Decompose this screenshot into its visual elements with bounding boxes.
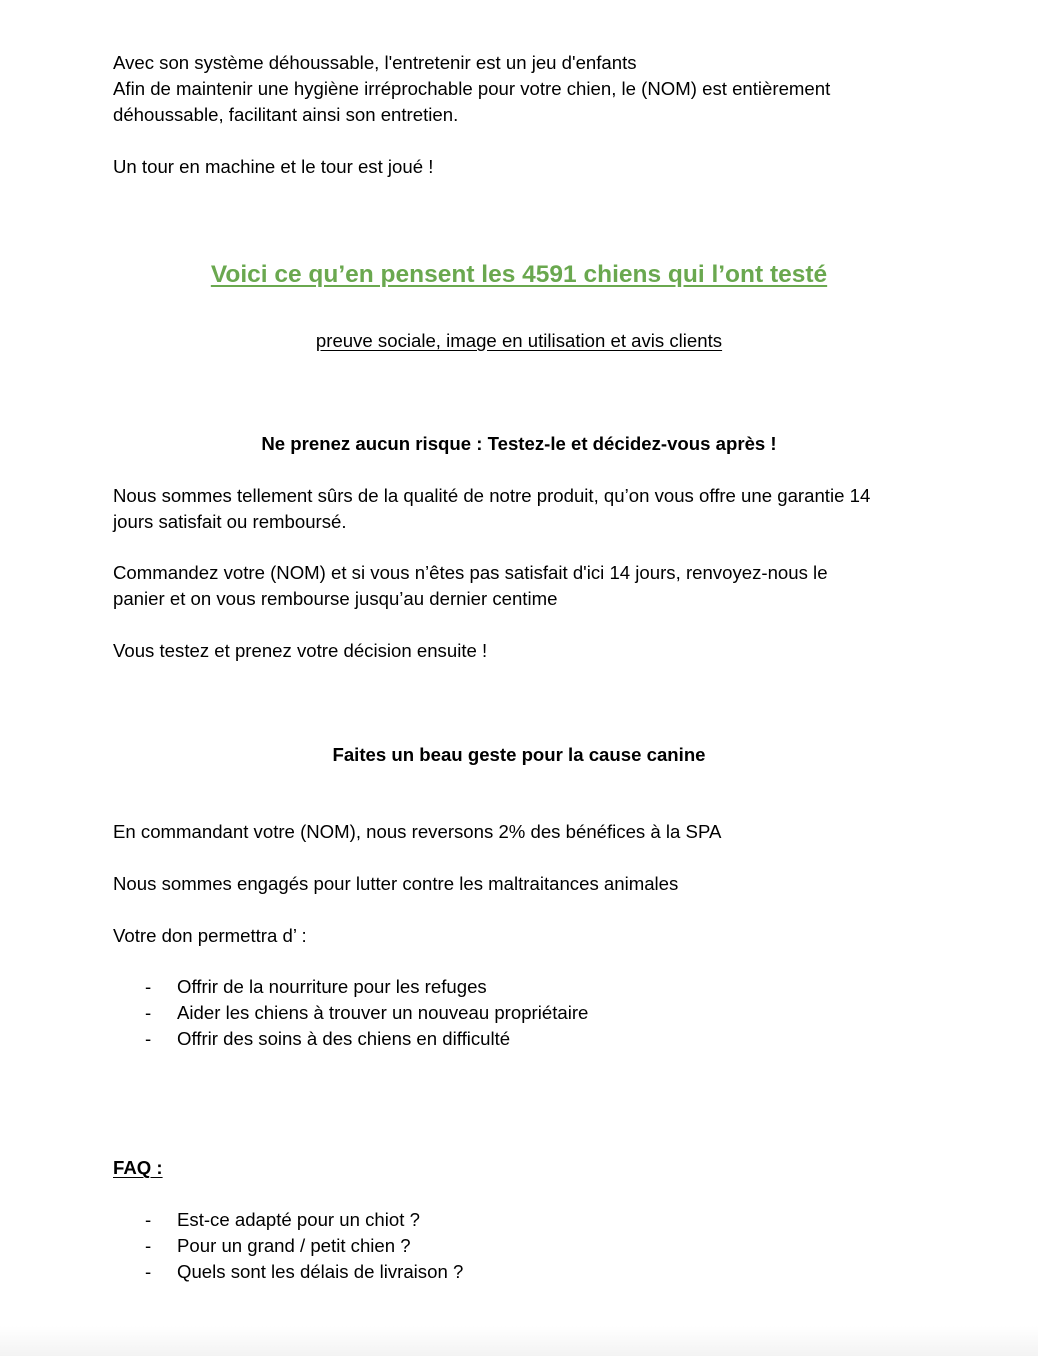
intro-line-2: Afin de maintenir une hygiène irréprochable pour votre chien, le (NOM) est entièrement [113, 78, 831, 99]
faq-item-text: Pour un grand / petit chien ? [177, 1235, 411, 1256]
social-proof-title: Voici ce qu’en pensent les 4591 chiens qui l’ont testé [210, 261, 828, 288]
faq-label: FAQ : [113, 1157, 163, 1178]
intro-line-4: Un tour en machine et le tour est joué ! [113, 156, 434, 177]
page-bottom-edge [0, 1326, 1038, 1356]
intro-line-3: déhoussable, facilitant ainsi son entretien. [113, 104, 459, 125]
bullet-marker: - [145, 1261, 152, 1282]
bullet-marker: - [145, 1002, 152, 1023]
faq-item-text: Est-ce adapté pour un chiot ? [177, 1209, 420, 1230]
list-item-text: Offrir de la nourriture pour les refuges [177, 976, 487, 997]
social-proof-subtitle: preuve sociale, image en utilisation et avis clients [315, 330, 723, 351]
faq-item-text: Quels sont les délais de livraison ? [177, 1261, 464, 1282]
bullet-marker: - [145, 1235, 152, 1256]
guarantee-heading: Ne prenez aucun risque : Testez-le et décidez-vous après ! [261, 433, 777, 454]
cause-heading: Faites un beau geste pour la cause canine [332, 744, 706, 765]
guarantee-p1-line1: Nous sommes tellement sûrs de la qualité de notre produit, qu’on vous offre une garantie 14 [113, 485, 871, 506]
guarantee-p2-line2: panier et on vous rembourse jusqu’au dernier centime [113, 588, 558, 609]
bullet-marker: - [145, 1028, 152, 1049]
cause-p1: En commandant votre (NOM), nous reversons 2% des bénéfices à la SPA [113, 821, 722, 842]
bullet-marker: - [145, 976, 152, 997]
guarantee-p2-line1: Commandez votre (NOM) et si vous n’êtes pas satisfait d'ici 14 jours, renvoyez-nous le [113, 562, 828, 583]
cause-p2: Nous sommes engagés pour lutter contre les maltraitances animales [113, 873, 679, 894]
guarantee-p1-line2: jours satisfait ou remboursé. [113, 511, 347, 532]
cause-p3: Votre don permettra d’ : [113, 925, 307, 946]
bullet-marker: - [145, 1209, 152, 1230]
list-item-text: Offrir des soins à des chiens en difficulté [177, 1028, 511, 1049]
list-item-text: Aider les chiens à trouver un nouveau propriétaire [177, 1002, 589, 1023]
guarantee-p3: Vous testez et prenez votre décision ensuite ! [113, 640, 488, 661]
intro-line-1: Avec son système déhoussable, l'entretenir est un jeu d'enfants [113, 52, 637, 73]
